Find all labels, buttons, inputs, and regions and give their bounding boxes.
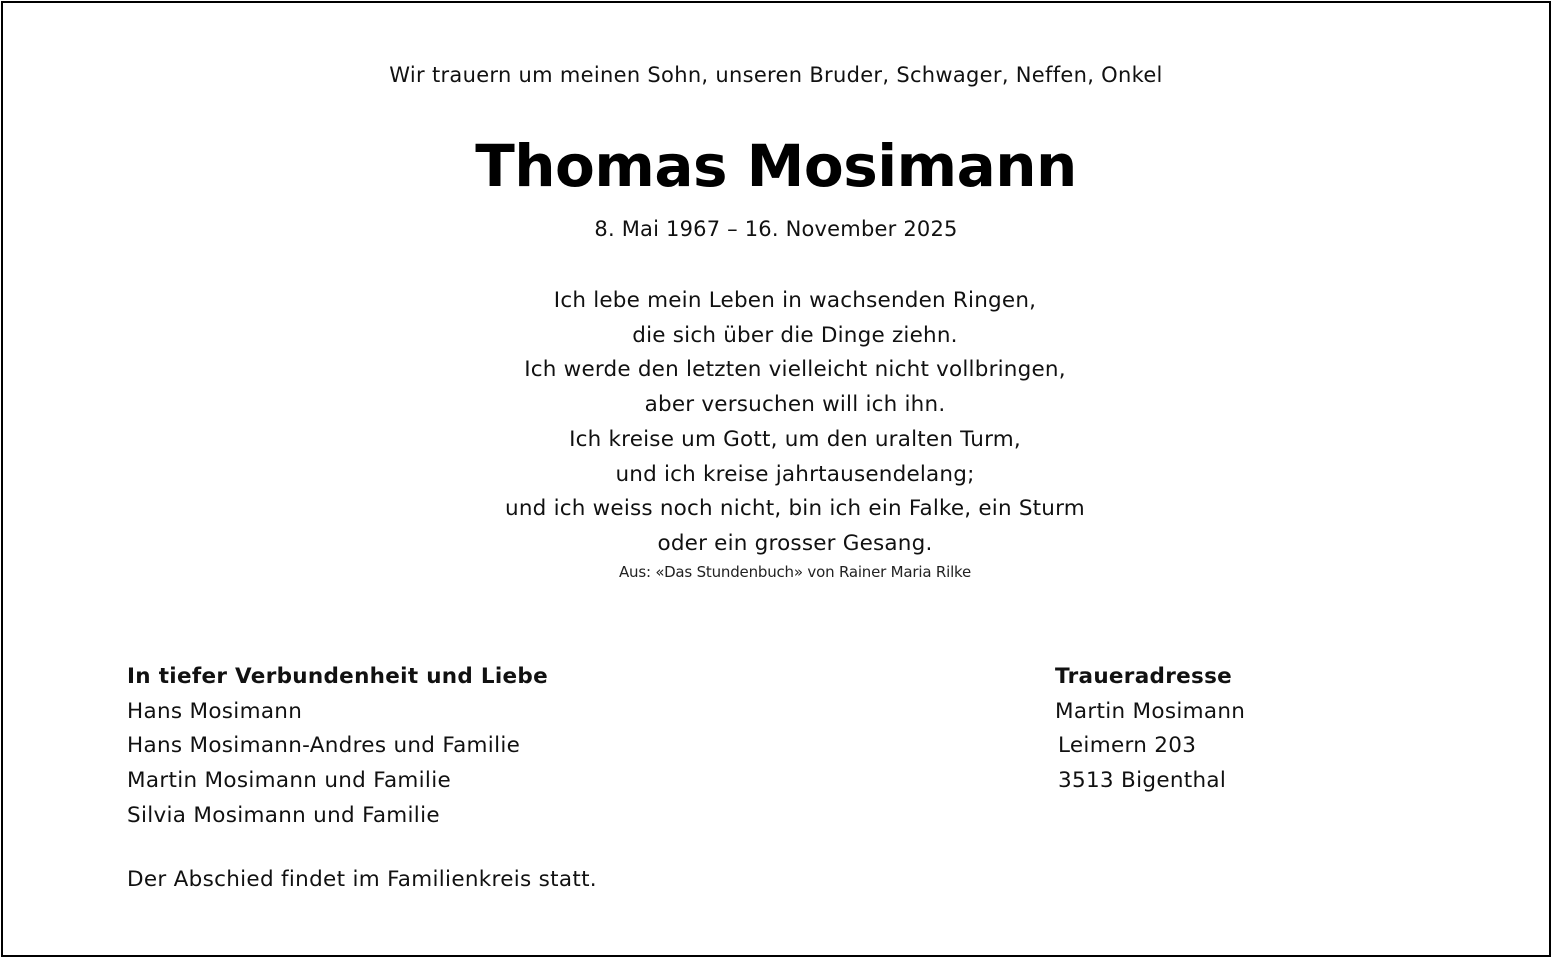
family-member: Hans Mosimann-Andres und Familie (127, 733, 521, 759)
farewell-note: Der Abschied findet im Familienkreis statt. (127, 867, 597, 892)
deceased-name: Thomas Mosimann (475, 132, 1077, 200)
poem (0, 284, 1552, 562)
poem-line: Ich lebe mein Leben in wachsenden Ringen, (553, 288, 1037, 313)
intro-text: Wir trauern um meinen Sohn, unseren Bruder, Schwager, Neffen, Onkel (389, 63, 1163, 87)
poem-source: Aus: «Das Stundenbuch» von Rainer Maria Rilke (618, 563, 972, 581)
address-block (1055, 660, 1245, 799)
poem-line: die sich über die Dinge ziehn. (632, 322, 958, 348)
poem-line: aber versuchen will ich ihn. (644, 392, 946, 418)
family-member: Martin Mosimann und Familie (127, 768, 452, 794)
family-member: Hans Mosimann (127, 698, 303, 724)
life-dates: 8. Mai 1967 – 16. November 2025 (594, 217, 958, 241)
family-member: Silvia Mosimann und Familie (127, 802, 440, 828)
address-name: Martin Mosimann (1055, 698, 1246, 724)
poem-line: Ich kreise um Gott, um den uralten Turm, (569, 426, 1021, 452)
family-heading: In tiefer Verbundenheit und Liebe (127, 664, 549, 689)
poem-line: Ich werde den letzten vielleicht nicht vollbringen, (524, 357, 1066, 383)
poem-line: und ich kreise jahrtausendelang; (615, 461, 975, 487)
address-heading: Traueradresse (1055, 664, 1233, 689)
family-block (127, 660, 548, 834)
address-city: 3513 Bigenthal (1058, 768, 1227, 794)
poem-line: und ich weiss noch nicht, bin ich ein Falke, ein Sturm (505, 496, 1085, 522)
poem-line: oder ein grosser Gesang. (657, 530, 933, 556)
address-street: Leimern 203 (1058, 733, 1197, 759)
